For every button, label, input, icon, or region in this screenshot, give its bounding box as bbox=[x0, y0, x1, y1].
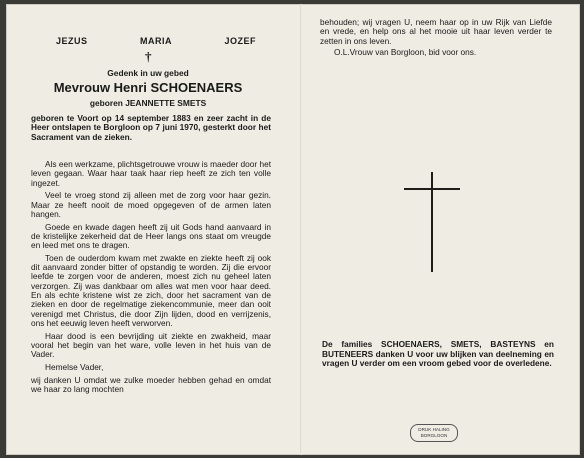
memorial-line: Gedenk in uw gebed bbox=[107, 68, 189, 78]
paragraph: Haar dood is een bevrijding uit ziekte en zwakheid, maar vooral het begin van het ware, volle leven in het huis van de Vader. bbox=[31, 330, 271, 360]
borgloon-prayer: O.L.Vrouw van Borgloon, bid voor ons. bbox=[334, 46, 477, 57]
printer-line1: DRUK HALING bbox=[418, 427, 450, 432]
header-row bbox=[56, 36, 256, 46]
printer-stamp bbox=[410, 424, 458, 442]
paragraph: Veel te vroeg stond zij alleen met de zorg voor haar gezin. Maar ze heeft nooit de moed opgegeven of de armen laten hangen. bbox=[31, 190, 271, 219]
paragraph: Hemelse Vader, bbox=[45, 361, 104, 372]
card-fold bbox=[300, 4, 302, 455]
deceased-name: Mevrouw Henri SCHOENAERS bbox=[53, 80, 243, 95]
header-jezus: JEZUS bbox=[56, 36, 88, 46]
right-top-text bbox=[320, 18, 552, 59]
intro-text: geboren te Voort op 14 september 1883 en zeer zacht in de Heer ontslapen te Borgloon op 7 juni 1970, gesterkt door het Sacrament van de zieken. bbox=[31, 113, 271, 142]
born-name: geboren JEANNETTE SMETS bbox=[89, 98, 207, 108]
left-body bbox=[31, 160, 271, 398]
paragraph: Als een werkzame, plichtsgetrouwe vrouw is maeder door het leven gegaan. Waar haar taak haar riep heeft ze zich ten volle ingezet. bbox=[31, 159, 271, 188]
paragraph: Toen de ouderdom kwam met zwakte en ziekte heeft zij ook dit aanvaard zonder bitter of opstandig te worden. Zij die ervoor leefde te zorgen voor de anderen, moest zich nu geheel laten verzorgen. Zij was dankbaar om alles wat men voor haar deed. En als echte kristene wist ze zich, door het sacrament van de zieken en door de regelmatige ziekencommunie, meer dan ooit verenigd met Christus, die door Zijn lijden, dood en verrijzenis, ons het eeuwig leven heeft verworven. bbox=[31, 252, 271, 328]
family-thanks: De families SCHOENAERS, SMETS, BASTEYNS en BUTENEERS danken U voor uw blijken van deelneming en vragen U verder om een vroom gebed voor de overledene. bbox=[322, 339, 554, 369]
prayer-continuation: behouden; wij vragen U, neem haar op in uw Rijk van Liefde en vrede, en help ons al het mooie uit haar leven verder te zetten in ons leven. bbox=[320, 17, 552, 46]
header-jozef: JOZEF bbox=[224, 36, 256, 46]
large-cross-icon bbox=[404, 172, 460, 272]
paragraph: Goede en kwade dagen heeft zij uit Gods hand aanvaard in de kristelijke zekerheid dat de Heer langs ons staat om vreugde en leed met ons te dragen. bbox=[31, 221, 271, 251]
paragraph: wij danken U omdat we zulke moeder hebben gehad en omdat we haar zo lang mochten bbox=[31, 374, 271, 394]
header-maria: MARIA bbox=[140, 36, 172, 46]
small-cross-icon: † bbox=[145, 49, 152, 64]
printer-line2: BORGLOON bbox=[420, 433, 448, 438]
